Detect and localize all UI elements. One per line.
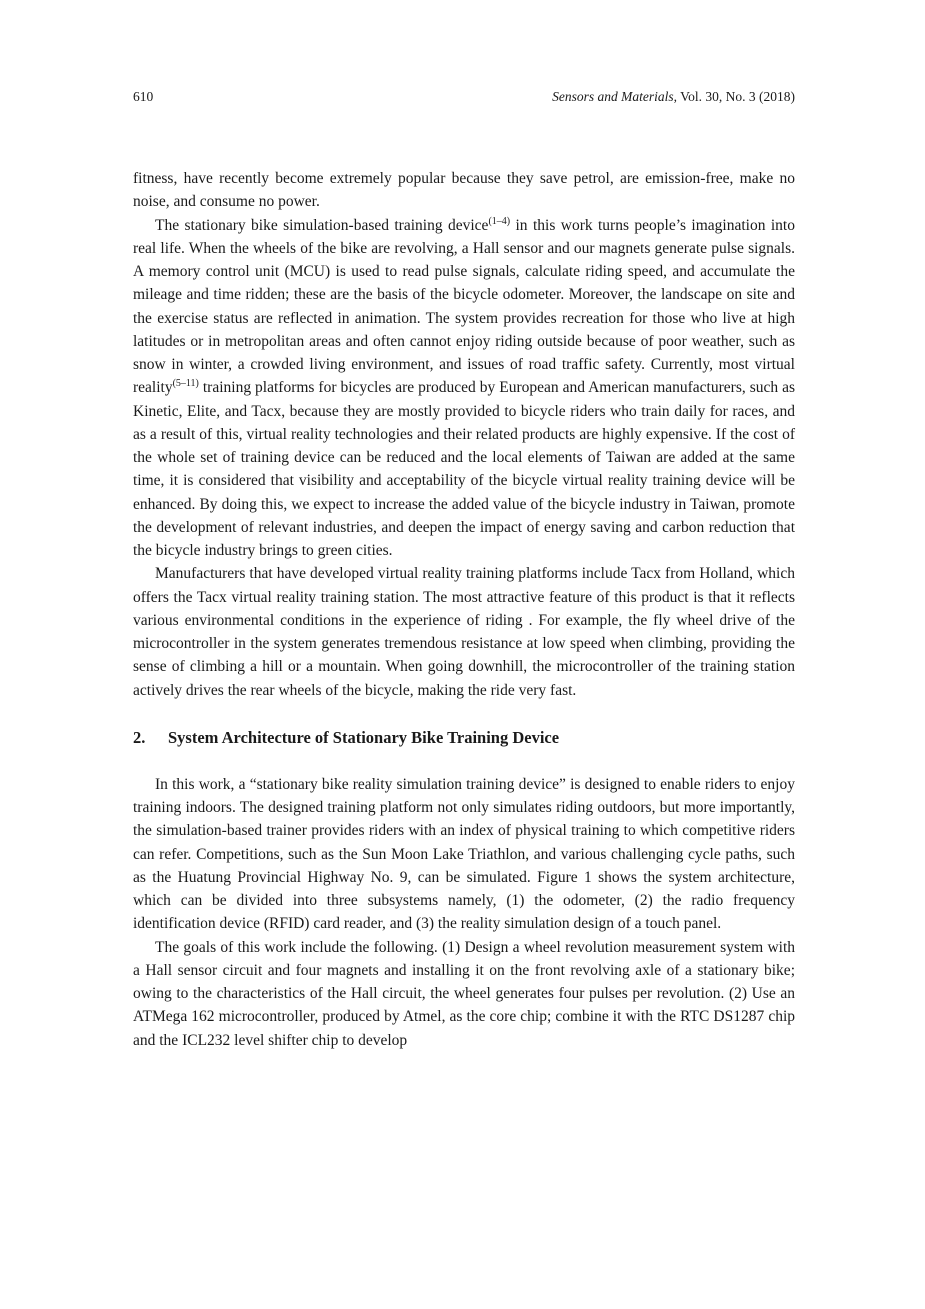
paragraph-3: Manufacturers that have developed virtual reality training platforms include Tacx from Holland, which offers the Tacx virtual reality training station. The most attractive feature of this product is that it reflects various environmental conditions in the experience of riding . For example, the fly wheel drive of the microcontroller in the system generates tremendous resistance at low speed when climbing, providing the sense of climbing a hill or a mountain. When going downhill, the microcontroller of the training station actively drives the rear wheels of the bicycle, making the ride very fast. [133,565,795,699]
section-number: 2. [133,727,146,747]
paragraph-2-part-c: training platforms for bicycles are produced by European and American manufacturers, such as Kinetic, Elite, and Tacx, because they are mostly provided to bicycle riders who train daily for races, and as a result of this, virtual reality technologies and their related products are highly expensive. If the cost of the whole set of training device can be reduced and the local elements of Taiwan are added at the same time, it is considered that visibility and acceptability of the bicycle virtual reality training device will be enhanced. By doing this, we expect to increase the added value of the bicycle industry in Taiwan, promote the development of relevant industries, and deepen the impact of energy saving and carbon reduction that the bicycle industry brings to green cities. [133,379,795,559]
citation-1-4: (1–4) [488,215,511,227]
citation-5-11: (5–11) [172,378,199,390]
running-header [133,87,795,107]
journal-reference [552,87,795,107]
journal-issue: , Vol. 30, No. 3 (2018) [673,89,795,104]
section-heading [133,726,795,749]
journal-name: Sensors and Materials [552,89,674,104]
paper-page [133,0,795,1309]
paragraph-1: fitness, have recently become extremely popular because they save petrol, are emission-free, make no noise, and consume no power. [133,170,795,211]
body-text [133,167,795,1052]
paragraph-2 [133,214,795,563]
page-number: 610 [133,89,154,104]
paragraph-5: The goals of this work include the following. (1) Design a wheel revolution measurement system with a Hall sensor circuit and four magnets and installing it on the front revolving axle of a stationary bike; owing to the characteristics of the Hall circuit, the wheel generates four pulses per revolution. (2) Use an ATMega 162 microcontroller, produced by Atmel, as the core chip; combine it with the RTC DS1287 chip and the ICL232 level shifter chip to develop [133,938,795,1049]
paragraph-4: In this work, a “stationary bike reality simulation training device” is designed to enable riders to enjoy training indoors. The designed training platform not only simulates riding outdoors, but more importantly, the simulation-based trainer provides riders with an index of physical training to which competitive riders can refer. Competitions, such as the Sun Moon Lake Triathlon, and various challenging cycle paths, such as the Huatung Provincial Highway No. 9, can be simulated. Figure 1 shows the system architecture, which can be divided into three subsystems namely, (1) the odometer, (2) the radio frequency identification device (RFID) card reader, and (3) the reality simulation design of a touch panel. [133,775,795,933]
paragraph-2-part-b: in this work turns people’s imagination into real life. When the wheels of the bike are revolving, a Hall sensor and our magnets generate pulse signals. A memory control unit (MCU) is used to read pulse signals, calculate riding speed, and accumulate the mileage and time ridden; these are the basis of the bicycle odometer. Moreover, the landscape on site and the exercise status are reflected in animation. The system provides recreation for those who live at high latitudes or in metropolitan areas and often cannot enjoy riding outside because of poor weather, such as snow in winter, a crowded living environment, and issues of road traffic safety. Currently, most virtual reality [133,216,795,397]
paragraph-2-part-a: The stationary bike simulation-based training device [155,216,489,234]
section-title: System Architecture of Stationary Bike Training Device [168,727,560,747]
